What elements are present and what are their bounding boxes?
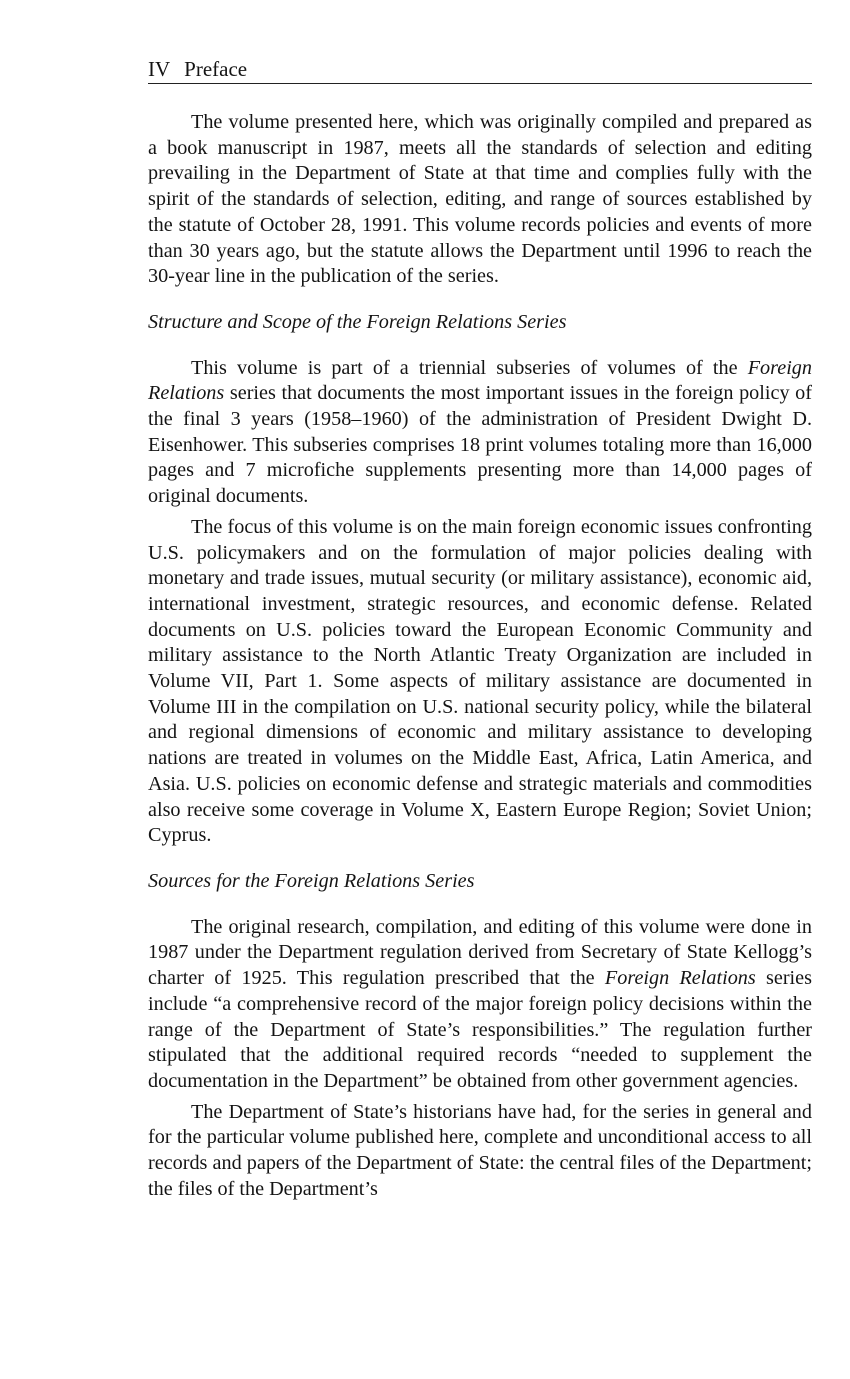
sources-paragraph-2: The Department of State’s historians have had, for the series in general and for the particular volume published here, complete and unconditional access to all records and papers of the Department of State: the central files of the Department; the files of the Department’s xyxy=(148,1100,812,1200)
running-head-title: Preface xyxy=(184,57,248,81)
section-heading-structure: Structure and Scope of the Foreign Relations Series xyxy=(148,310,567,333)
page-number: IV xyxy=(148,57,171,81)
series-title-italic: Foreign Relations xyxy=(148,356,812,405)
structure-paragraph-1: This volume is part of a triennial subseries of volumes of the Foreign Relations series that documents the most important issues in the foreign policy of the final 3 years (1958–1960) of the administration of President Dwight D. Eisenhower. This subseries comprises 18 print volumes totaling more than 16,000 pages and 7 microfiche supplements presenting more than 14,000 pages of original documents. xyxy=(148,356,812,508)
section-heading-sources: Sources for the Foreign Relations Series xyxy=(148,869,475,892)
page-body xyxy=(148,110,812,1207)
series-title-italic: Foreign Relations xyxy=(604,967,756,990)
structure-paragraph-2: The focus of this volume is on the main foreign economic issues confronting U.S. policymakers and on the formulation of major policies dealing with monetary and trade issues, mutual security (or military assistance), economic aid, international investment, strategic resources, and economic defense. Related documents on U.S. policies toward the European Economic Community and military assistance to the North Atlantic Treaty Organization are included in Volume VII, Part 1. Some aspects of military assistance are documented in Volume III in the compilation on U.S. national security policy, while the bilateral and regional dimensions of economic and military assistance to developing nations are treated in volumes on the Middle East, Africa, Latin America, and Asia. U.S. policies on economic defense and strategic materials and commodities also receive some coverage in Volume X, Eastern Europe Region; Soviet Union; Cyprus. xyxy=(148,515,812,847)
running-head xyxy=(148,55,812,84)
intro-paragraph: The volume presented here, which was originally compiled and prepared as a book manuscript in 1987, meets all the standards of selection and editing prevailing in the Department of State at that time and complies fully with the spirit of the standards of selection, editing, and range of sources established by the statute of October 28, 1991. This volume records policies and events of more than 30 years ago, but the statute allows the Department until 1996 to reach the 30-year line in the publication of the series. xyxy=(148,111,812,288)
sources-paragraph-1: The original research, compilation, and editing of this volume were done in 1987 under the Department regulation derived from Secretary of State Kellogg’s charter of 1925. This regulation prescribed that the Foreign Relations series include “a comprehensive record of the major foreign policy decisions within the range of the Department of State’s responsibilities.” The regulation further stipulated that the additional required records “needed to supplement the documentation in the Department” be obtained from other government agencies. xyxy=(148,915,812,1092)
